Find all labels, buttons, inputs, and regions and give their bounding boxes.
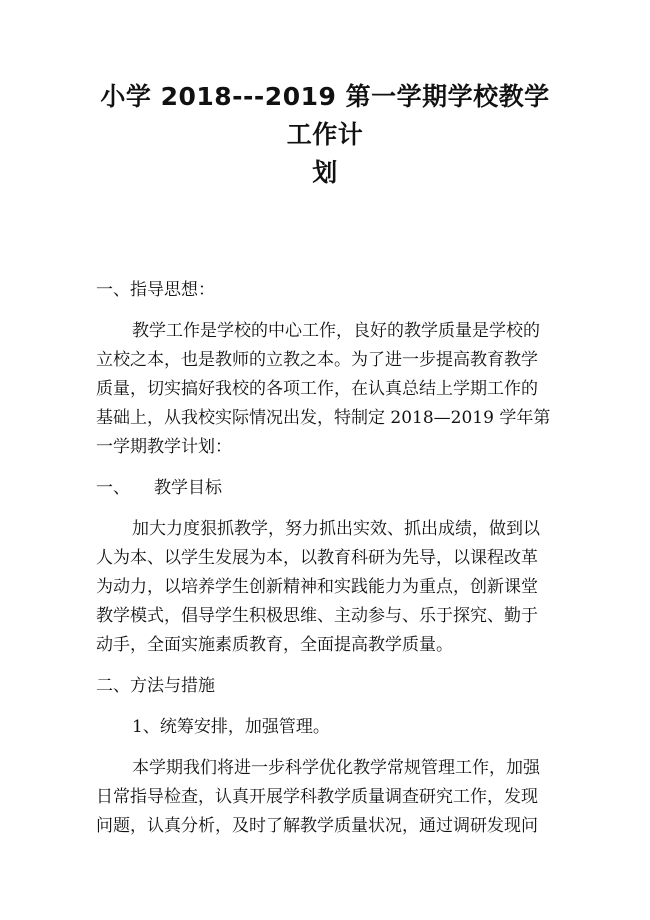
subheading-coordination: 1、统筹安排，加强管理。 — [132, 717, 330, 737]
paragraph-management — [96, 754, 554, 841]
paragraph-line: 教学模式，倡导学生积极思维、主动参与、乐于探究、勤于 — [96, 606, 538, 626]
paragraph-intro — [96, 317, 554, 462]
paragraph-line: 问题，认真分析，及时了解教学质量状况，通过调研发现问 — [96, 816, 538, 836]
paragraph-line: 质量，切实搞好我校的各项工作，在认真总结上学期工作的 — [96, 379, 538, 399]
section-heading-teaching-goals — [96, 474, 554, 503]
paragraph-line: 教学工作是学校的中心工作，良好的教学质量是学校的 — [132, 321, 540, 341]
section-heading-methods: 二、方法与措施 — [96, 676, 215, 696]
title-line: 划 — [312, 158, 338, 187]
heading-number: 一、 — [96, 478, 130, 498]
heading-text: 教学目标 — [154, 478, 222, 498]
paragraph-line: 加大力度狠抓教学，努力抓出实效、抓出成绩，做到以 — [132, 519, 540, 539]
paragraph-line: 为动力，以培养学生创新精神和实践能力为重点，创新课堂 — [96, 577, 538, 597]
paragraph-line: 日常指导检查，认真开展学科教学质量调查研究工作，发现 — [96, 787, 538, 807]
paragraph-line: 立校之本，也是教师的立教之本。为了进一步提高教育教学 — [96, 350, 538, 370]
paragraph-goals — [96, 515, 554, 660]
title-line: 小学 2018---2019 第一学期学校教学工作计 — [100, 82, 550, 149]
paragraph-line: 人为本、以学生发展为本，以教育科研为先导，以课程改革 — [96, 548, 538, 568]
paragraph-line: 动手，全面实施素质教育，全面提高教学质量。 — [96, 635, 453, 655]
paragraph-line: 本学期我们将进一步科学优化教学常规管理工作，加强 — [132, 758, 540, 778]
section-heading-guiding-thought: 一、指导思想： — [96, 280, 215, 300]
paragraph-line: 基础上，从我校实际情况出发，特制定 2018—2019 学年第 — [96, 408, 551, 428]
paragraph-line: 一学期教学计划： — [96, 437, 232, 457]
document-title — [96, 78, 554, 192]
